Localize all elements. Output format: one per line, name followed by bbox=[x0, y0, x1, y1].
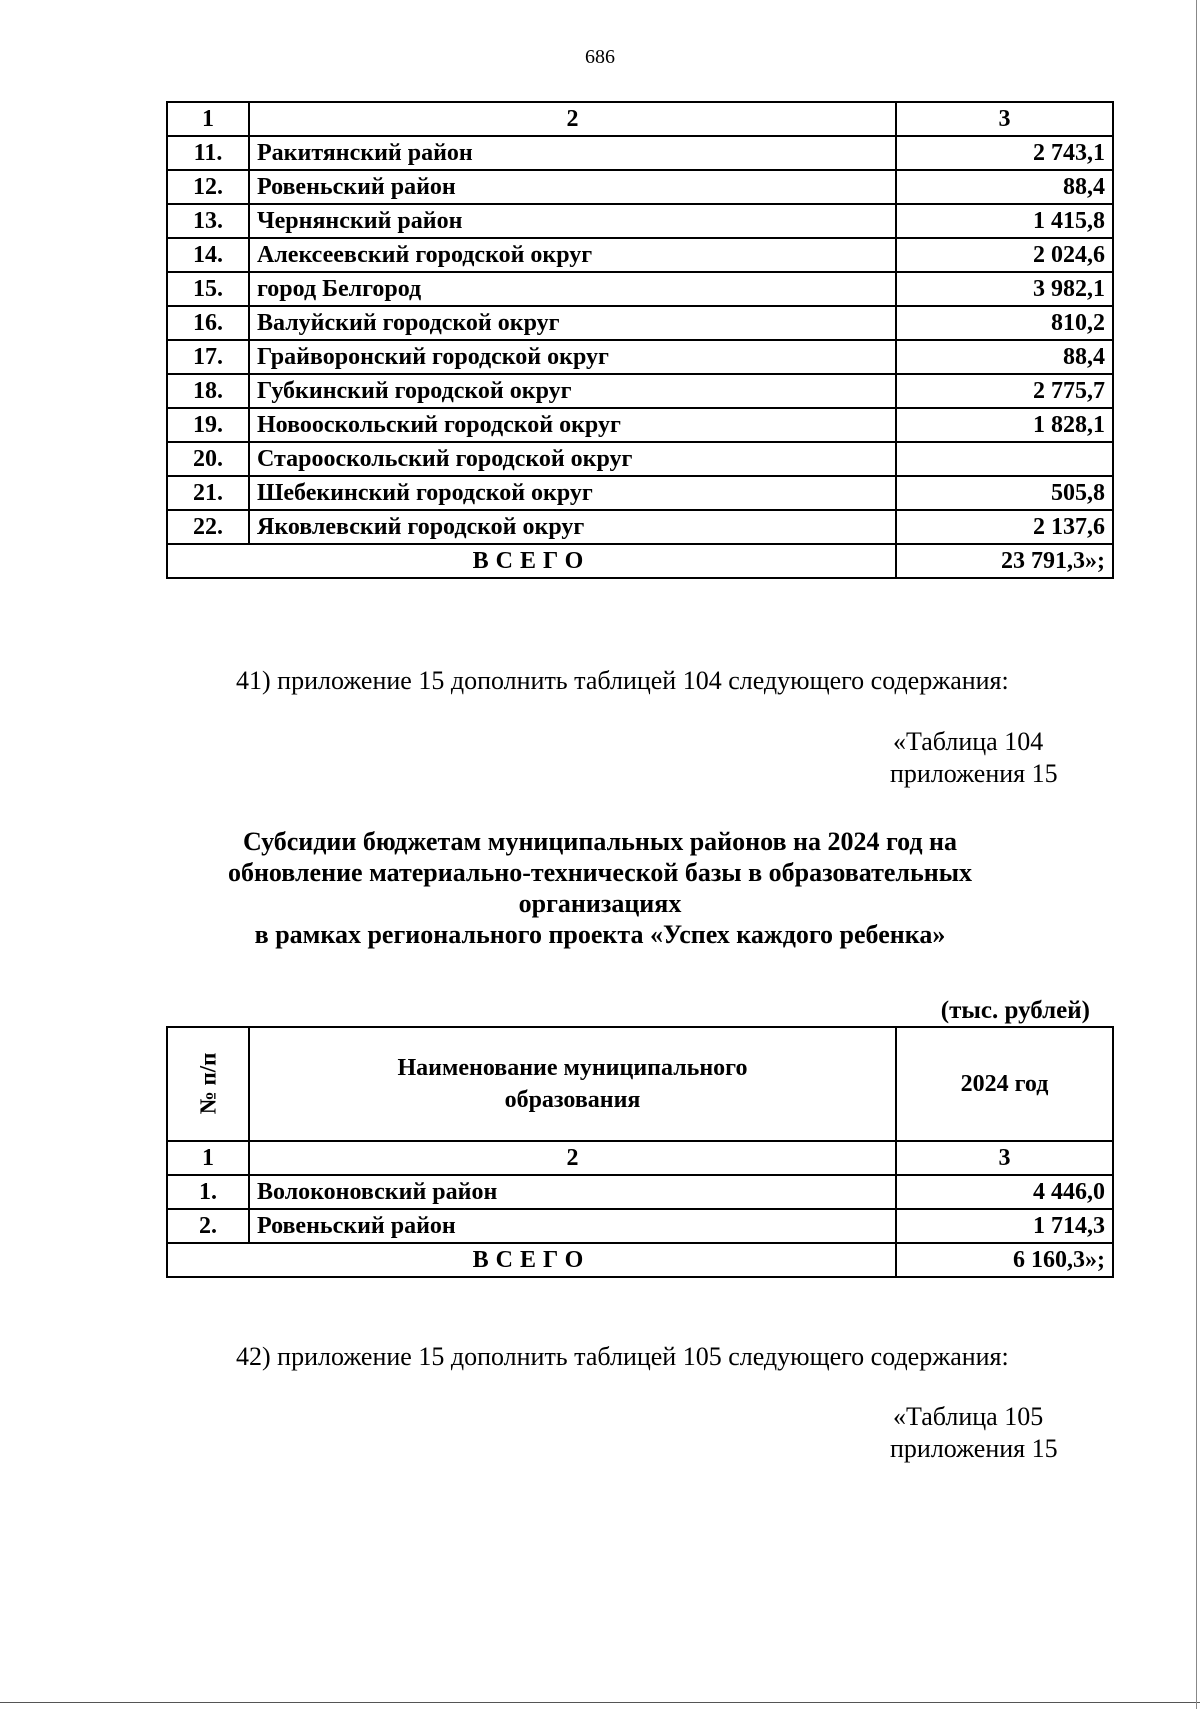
row-value bbox=[896, 442, 1113, 476]
total-row bbox=[167, 1243, 1113, 1277]
title-line1: Субсидии бюджетам муниципальных районов на 2024 год на bbox=[242, 827, 958, 856]
row-name: Шебекинский городской округ bbox=[249, 476, 896, 510]
table-row bbox=[167, 238, 1113, 272]
table-row bbox=[167, 1175, 1113, 1209]
table-row bbox=[167, 408, 1113, 442]
table-row bbox=[167, 272, 1113, 306]
total-label: ВСЕГО bbox=[167, 544, 896, 578]
column-numbers-row bbox=[167, 1141, 1113, 1175]
row-number: 16. bbox=[167, 306, 249, 340]
title-line3: организациях bbox=[518, 889, 682, 918]
page-number: 686 bbox=[585, 46, 615, 68]
header-cell-year: 2024 год bbox=[896, 1027, 1113, 1141]
bottom-scan-edge bbox=[0, 1702, 1200, 1703]
row-name: Чернянский район bbox=[249, 204, 896, 238]
ref-105-line1: «Таблица 105 bbox=[893, 1402, 1044, 1431]
row-name: Губкинский городской округ bbox=[249, 374, 896, 408]
col-number-2: 2 bbox=[249, 102, 896, 136]
total-row bbox=[167, 544, 1113, 578]
table-104-reference bbox=[890, 726, 1058, 790]
table-row bbox=[167, 442, 1113, 476]
row-name: город Белгород bbox=[249, 272, 896, 306]
row-number: 14. bbox=[167, 238, 249, 272]
row-name: Ракитянский район bbox=[249, 136, 896, 170]
title-line2: обновление материально-технической базы в образовательных bbox=[227, 858, 973, 887]
row-number: 19. bbox=[167, 408, 249, 442]
row-name: Волоконовский район bbox=[249, 1175, 896, 1209]
row-value: 810,2 bbox=[896, 306, 1113, 340]
row-number: 20. bbox=[167, 442, 249, 476]
header-name-line2: образования bbox=[504, 1087, 641, 1113]
subsidy-table-continued bbox=[166, 101, 1114, 579]
col-number-3: 3 bbox=[896, 102, 1113, 136]
ref-104-line2: приложения 15 bbox=[890, 759, 1058, 788]
header-number-label: № п/п bbox=[195, 1052, 221, 1115]
table-row bbox=[167, 1209, 1113, 1243]
row-number: 15. bbox=[167, 272, 249, 306]
col-number-2: 2 bbox=[249, 1141, 896, 1175]
header-row bbox=[167, 1027, 1113, 1141]
row-name: Ровеньский район bbox=[249, 170, 896, 204]
table-row bbox=[167, 136, 1113, 170]
row-number: 17. bbox=[167, 340, 249, 374]
ref-105-line2: приложения 15 bbox=[890, 1434, 1058, 1463]
row-value: 3 982,1 bbox=[896, 272, 1113, 306]
row-name: Старооскольский городской округ bbox=[249, 442, 896, 476]
table-row bbox=[167, 510, 1113, 544]
paragraph-42-text: 42) приложение 15 дополнить таблицей 105 следующего содержания: bbox=[236, 1342, 1009, 1371]
row-value: 4 446,0 bbox=[896, 1175, 1113, 1209]
row-number: 13. bbox=[167, 204, 249, 238]
row-value: 1 415,8 bbox=[896, 204, 1113, 238]
col-number-1: 1 bbox=[167, 1141, 249, 1175]
total-value: 23 791,3»; bbox=[896, 544, 1113, 578]
header-name-line1: Наименование муниципального bbox=[397, 1055, 748, 1081]
row-name: Новооскольский городской округ bbox=[249, 408, 896, 442]
table-row bbox=[167, 340, 1113, 374]
row-name: Алексеевский городской округ bbox=[249, 238, 896, 272]
header-cell-number bbox=[167, 1027, 249, 1141]
table-row bbox=[167, 170, 1113, 204]
row-name: Ровеньский район bbox=[249, 1209, 896, 1243]
title-line4: в рамках регионального проекта «Успех каждого ребенка» bbox=[254, 920, 946, 949]
column-numbers-row bbox=[167, 102, 1113, 136]
row-name: Валуйский городской округ bbox=[249, 306, 896, 340]
row-number: 11. bbox=[167, 136, 249, 170]
row-number: 21. bbox=[167, 476, 249, 510]
row-value: 88,4 bbox=[896, 340, 1113, 374]
header-cell-name bbox=[249, 1027, 896, 1141]
col-number-1: 1 bbox=[167, 102, 249, 136]
units-label: (тыс. рублей) bbox=[940, 997, 1090, 1024]
table-row bbox=[167, 306, 1113, 340]
total-label: ВСЕГО bbox=[167, 1243, 896, 1277]
subsidy-table-104 bbox=[166, 1026, 1114, 1278]
col-number-3: 3 bbox=[896, 1141, 1113, 1175]
row-value: 505,8 bbox=[896, 476, 1113, 510]
right-scan-edge bbox=[1196, 0, 1197, 1709]
row-number: 2. bbox=[167, 1209, 249, 1243]
row-value: 2 137,6 bbox=[896, 510, 1113, 544]
row-name: Грайворонский городской округ bbox=[249, 340, 896, 374]
row-value: 1 828,1 bbox=[896, 408, 1113, 442]
table-row bbox=[167, 476, 1113, 510]
row-value: 1 714,3 bbox=[896, 1209, 1113, 1243]
row-value: 2 775,7 bbox=[896, 374, 1113, 408]
table-104-title bbox=[180, 826, 1020, 950]
ref-104-line1: «Таблица 104 bbox=[893, 727, 1044, 756]
row-number: 22. bbox=[167, 510, 249, 544]
paragraph-41-text: 41) приложение 15 дополнить таблицей 104 следующего содержания: bbox=[236, 666, 1009, 695]
row-number: 12. bbox=[167, 170, 249, 204]
table-row bbox=[167, 374, 1113, 408]
row-value: 2 024,6 bbox=[896, 238, 1113, 272]
row-number: 1. bbox=[167, 1175, 249, 1209]
row-number: 18. bbox=[167, 374, 249, 408]
table-row bbox=[167, 204, 1113, 238]
row-value: 2 743,1 bbox=[896, 136, 1113, 170]
table-105-reference bbox=[890, 1401, 1058, 1465]
total-value: 6 160,3»; bbox=[896, 1243, 1113, 1277]
row-value: 88,4 bbox=[896, 170, 1113, 204]
row-name: Яковлевский городской округ bbox=[249, 510, 896, 544]
